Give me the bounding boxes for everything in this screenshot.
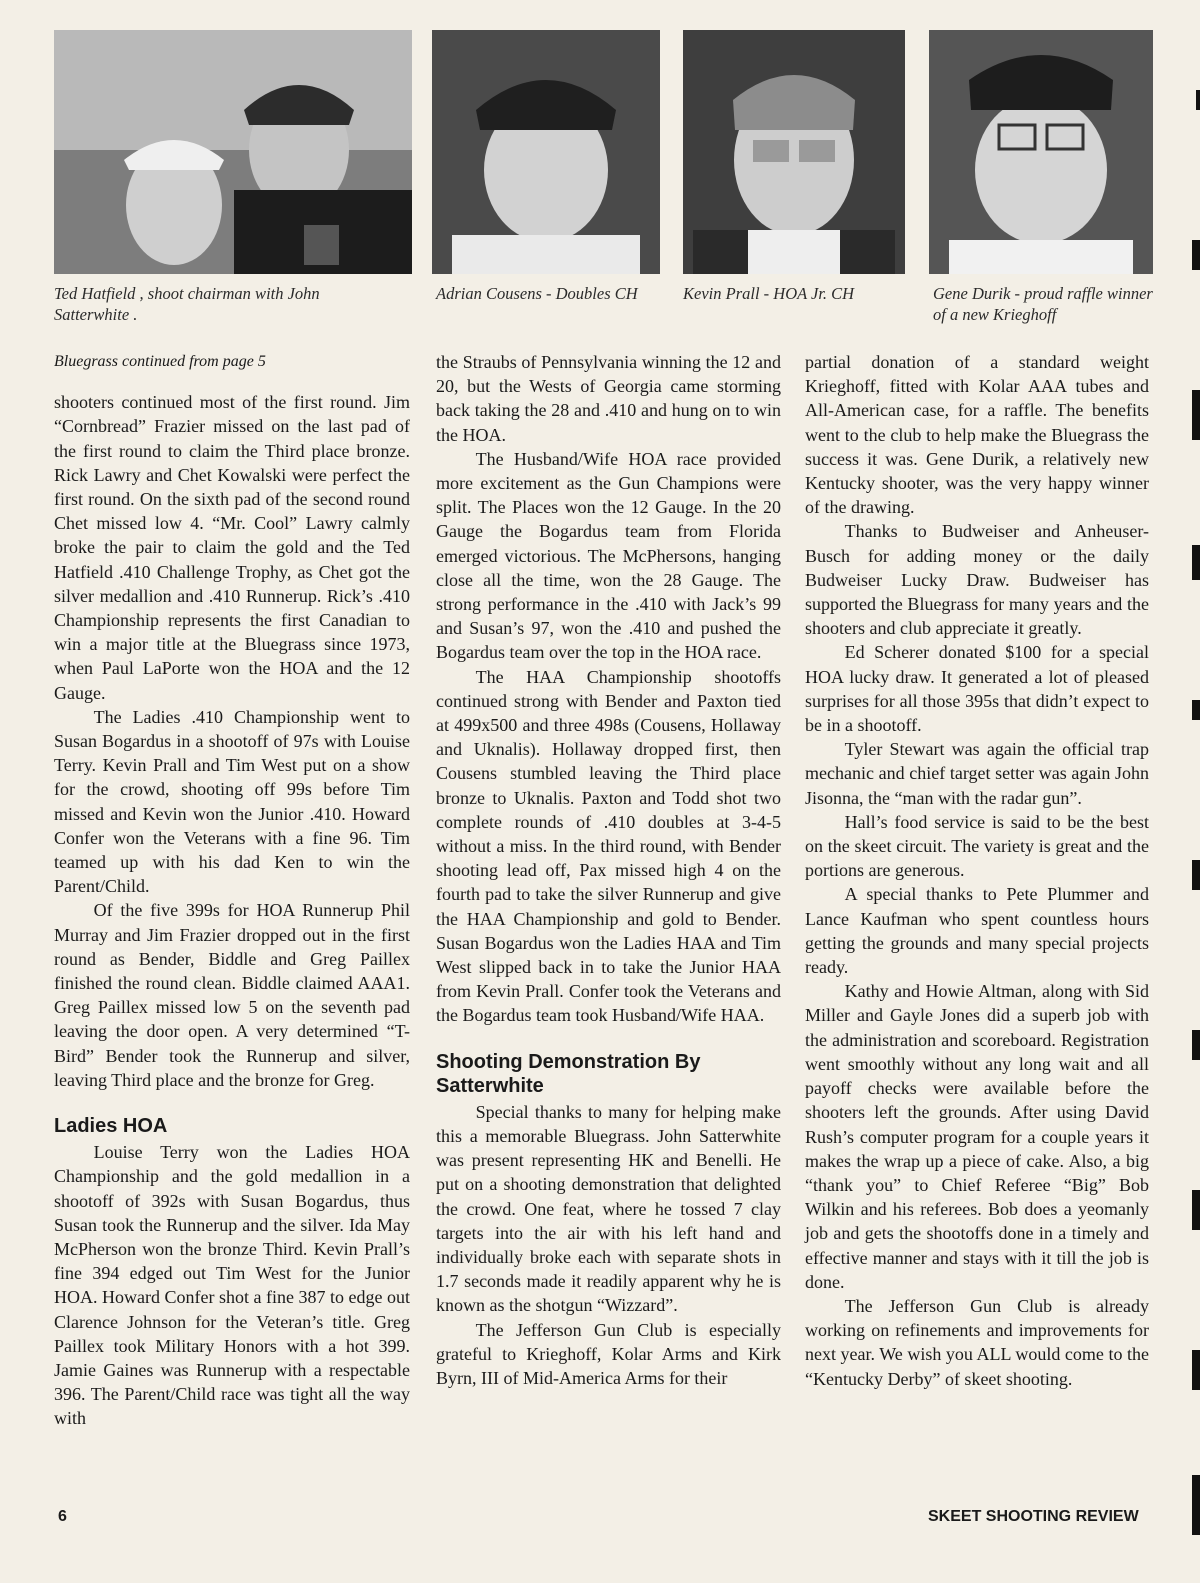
scan-edge-mark bbox=[1192, 1030, 1200, 1060]
paragraph: The Ladies .410 Championship went to Susan Bogardus in a shootoff of 97s with Louise Terry. Kevin Prall and Tim West put on a show for the crowd, shooting off 99s before Tim missed and Kevin won the Junior .410. Howard Confer won the Veterans with a fine 96. Tim teamed up with his dad Ken to win the Parent/Child. bbox=[54, 706, 410, 897]
section-heading: Ladies HOA bbox=[54, 1115, 168, 1138]
photo-hatfield-satterwhite bbox=[54, 30, 412, 274]
photo-caption: Adrian Cousens - Doubles CH bbox=[436, 284, 638, 303]
paragraph: partial donation of a standard weight Krieghoff, fitted with Kolar AAA tubes and All-American case, for a raffle. The benefits went to the club to help make the Bluegrass the success it was. Gene Durik, a relatively new Kentucky shooter, was the very happy winner of the drawing. bbox=[805, 352, 1149, 518]
article-column-3 bbox=[805, 350, 1149, 1391]
scan-edge-mark bbox=[1192, 390, 1200, 440]
paragraph: The Husband/Wife HOA race provided more excitement as the Gun Champions were split. The Places won the 12 Gauge. In the 20 Gauge the Bogardus team from Florida emerged victorious. The McPhersons, hanging close all the time, won the 28 Gauge. The strong performance in the .410 with Jack’s 99 and Susan’s 97, won the .410 and pushed the Bogardus team over the top in the HOA race. bbox=[436, 448, 781, 663]
photo-caption: Gene Durik - proud raffle winner of a new Krieghoff bbox=[933, 284, 1153, 324]
paragraph: Louise Terry won the Ladies HOA Championship and the gold medallion in a shootoff of 392s with Susan Bogardus, thus Susan took the Runnerup and the silver. Ida May McPherson won the bronze Third. Kevin Prall’s fine 394 edged out Tim West for the Junior HOA. Howard Confer shot a fine 387 to edge out Clarence Johnson for the Veteran’s title. Greg Paillex took Military Honors with a hot 399. Jamie Gaines was Runnerup with a respectable 396. The Parent/Child race was tight all the way with bbox=[54, 1142, 410, 1429]
scan-edge-mark bbox=[1192, 1350, 1200, 1390]
photo-caption: Kevin Prall - HOA Jr. CH bbox=[683, 284, 855, 303]
paragraph: The HAA Championship shootoffs continued strong with Bender and Paxton tied at 499x500 and three 498s (Cousens, Hollaway and Uknalis). Hollaway dropped first, then Cousens stumbled leaving the Third place bronze to Uknalis. Paxton and Todd shot two complete rounds of .410 doubles at 3-4-5 without a miss. In the third round, with Bender shooting lead off, Pax missed high 4 on the fourth pad to take the silver Runnerup and give the HAA Championship and gold to Bender. Susan Bogardus won the Ladies HAA and Tim West slipped back in to take the Junior HAA from Kevin Prall. Confer took the Veterans and the Bogardus team took Husband/Wife HAA. bbox=[436, 666, 781, 1026]
paragraph: Special thanks to many for helping make this a memorable Bluegrass. John Satterwhite was present representing HK and Benelli. He put on a shooting demonstration that delighted the crowd. One feat, where he tossed 7 clay targets into the air with his left hand and individually broke each with separate shots in 1.7 seconds made it readily apparent why he is known as the shotgun “Wizzard”. bbox=[436, 1101, 781, 1316]
photo-durik bbox=[929, 30, 1153, 274]
paragraph: The Jefferson Gun Club is already working on refinements and improvements for next year. We wish you ALL would come to the “Kentucky Derby” of skeet shooting. bbox=[805, 1295, 1149, 1389]
photo-caption: Ted Hatfield , shoot chairman with John Satterwhite . bbox=[54, 284, 320, 324]
scan-edge-mark bbox=[1192, 700, 1200, 720]
scan-edge-mark bbox=[1192, 860, 1200, 890]
article-column-1 bbox=[54, 350, 410, 1431]
paragraph: A special thanks to Pete Plummer and Lance Kaufman who spent countless hours getting the grounds and many special projects ready. bbox=[805, 884, 1149, 978]
photo-cousens bbox=[432, 30, 660, 274]
scan-edge-mark bbox=[1196, 90, 1200, 110]
section-heading: Shooting Demonstration By Satterwhite bbox=[436, 1050, 701, 1097]
publication-name: SKEET SHOOTING REVIEW bbox=[928, 1508, 1139, 1525]
paragraph: Ed Scherer donated $100 for a special HOA lucky draw. It generated a lot of pleased surprises for all those 395s that didn’t expect to be in a shootoff. bbox=[805, 642, 1149, 736]
paragraph: The Jefferson Gun Club is especially grateful to Krieghoff, Kolar Arms and Kirk Byrn, III of Mid-America Arms for their bbox=[436, 1319, 781, 1388]
article-column-2 bbox=[436, 350, 781, 1390]
photo-prall bbox=[683, 30, 905, 274]
paragraph: Tyler Stewart was again the official trap mechanic and chief target setter was again John Jisonna, the “man with the radar gun”. bbox=[805, 739, 1149, 808]
continued-from-note: Bluegrass continued from page 5 bbox=[54, 353, 266, 370]
paragraph: Kathy and Howie Altman, along with Sid Miller and Gayle Jones did a superb job with the administration and scoreboard. Registration went smoothly without any long wait and all payoff checks were available before the shooters left the grounds. After using David Rush’s computer program for a couple years it makes the wrap up a piece of cake. Also, a big “thank you” to Chief Referee “Big” Bob Wilkin and his referees. Bob does a yeomanly job and gets the shootoffs done in a timely and effective manner and stays with it till the job is done. bbox=[805, 981, 1149, 1292]
scan-edge-mark bbox=[1192, 545, 1200, 580]
scan-edge-mark bbox=[1192, 1475, 1200, 1535]
scan-edge-mark bbox=[1192, 240, 1200, 270]
paragraph: the Straubs of Pennsylvania winning the 12 and 20, but the Wests of Georgia came storming back taking the 28 and .410 and hung on to win the HOA. bbox=[436, 352, 781, 445]
paragraph: Of the five 399s for HOA Runnerup Phil Murray and Jim Frazier dropped out in the first round as Bender, Biddle and Greg Paillex finished the round clean. Biddle claimed AAA1. Greg Paillex missed low 5 on the seventh pad leaving the door open. A very determined “T-Bird” Bender took the Runnerup and silver, leaving Third place and the bronze for Greg. bbox=[54, 900, 410, 1090]
scan-edge-mark bbox=[1192, 1190, 1200, 1230]
page-number: 6 bbox=[58, 1508, 67, 1525]
paragraph: Hall’s food service is said to be the best on the skeet circuit. The variety is great and the portions are generous. bbox=[805, 811, 1149, 881]
paragraph: shooters continued most of the first round. Jim “Cornbread” Frazier missed on the last pad of the first round to claim the Third place bronze. Rick Lawry and Chet Kowalski were perfect the first round. On the sixth pad of the second round Chet missed low 4. “Mr. Cool” Lawry calmly broke the pair to claim the gold and the Ted Hatfield .410 Challenge Trophy, as Chet got the silver medallion and .410 Runnerup. Rick’s .410 Championship represents the first Canadian to win a major title at the Bluegrass since 1973, when Paul LaPorte won the HOA and the 12 Gauge. bbox=[54, 392, 410, 703]
paragraph: Thanks to Budweiser and Anheuser-Busch for adding money or the daily Budweiser Lucky Draw. Budweiser has supported the Bluegrass for many years and the shooters and club appreciate it greatly. bbox=[805, 521, 1149, 639]
